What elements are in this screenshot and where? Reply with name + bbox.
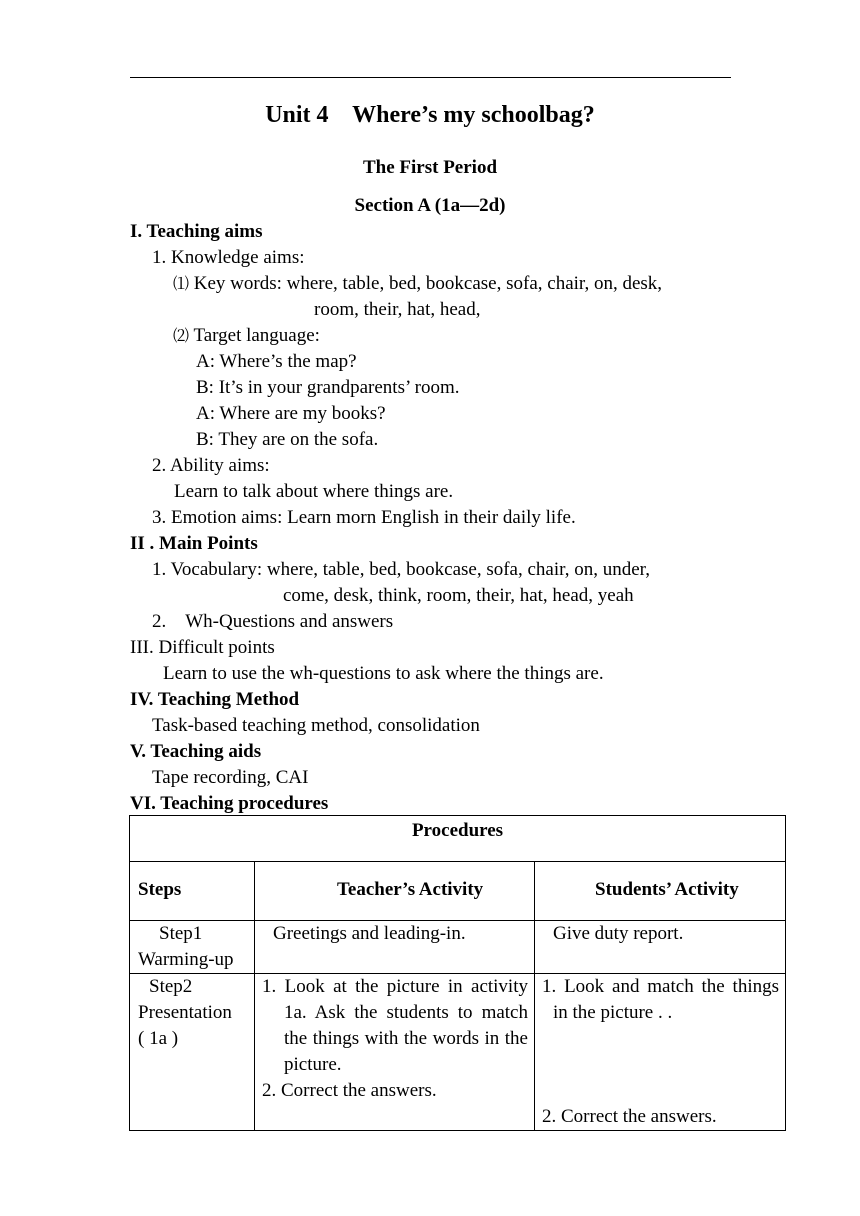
table-row	[130, 974, 786, 1131]
teaching-aids-text: Tape recording, CAI	[152, 767, 309, 788]
ability-aims-text: Learn to talk about where things are.	[174, 481, 454, 502]
step-cell	[130, 974, 255, 1131]
header-teacher-activity: Teacher’s Activity	[255, 862, 535, 921]
step-number: Step2	[149, 976, 193, 997]
teaching-aids-heading: V. Teaching aids	[130, 741, 262, 762]
step-cell	[130, 921, 255, 974]
target-language-label: Target language:	[193, 325, 320, 346]
teaching-procedures-heading: VI. Teaching procedures	[130, 793, 329, 814]
teacher-activity-item: 2. Correct the answers.	[262, 1080, 437, 1101]
student-activity-item: 1. Look and match the things in the picture . .	[542, 976, 780, 1023]
dialog-line: B: It’s in your grandparents’ room.	[196, 377, 460, 398]
dialog-line: A: Where’s the map?	[196, 351, 357, 372]
student-activity-cell: Give duty report.	[535, 921, 786, 974]
target-language-line	[173, 323, 320, 350]
ability-aims-label: 2. Ability aims:	[152, 455, 270, 476]
student-activity-cell	[535, 974, 786, 1131]
table-row	[130, 921, 786, 974]
step-activity-ref: ( 1a )	[138, 1028, 179, 1049]
step-number: Step1	[159, 923, 203, 944]
dialog-line: B: They are on the sofa.	[196, 429, 379, 450]
teaching-aims-heading: I. Teaching aims	[130, 221, 263, 242]
emotion-aims: 3. Emotion aims: Learn morn English in their daily life.	[152, 507, 576, 528]
key-words-number: ⑴	[173, 276, 190, 293]
teacher-activity-item: 1. Look at the picture in activity 1a. Ask the students to match the things with the words in the picture.	[262, 976, 528, 1075]
step-name: Presentation	[138, 1002, 232, 1023]
difficult-points-text: Learn to use the wh-questions to ask where the things are.	[163, 663, 604, 684]
student-activity-item: 2. Correct the answers.	[542, 1106, 717, 1127]
section-heading: Section A (1a—2d)	[354, 195, 506, 216]
header-students-activity: Students’ Activity	[535, 862, 786, 921]
header-rule	[130, 77, 731, 78]
vocabulary-continuation: come, desk, think, room, their, hat, head, yeah	[283, 585, 634, 606]
teacher-activity-cell	[255, 974, 535, 1131]
key-words-continuation: room, their, hat, head,	[314, 299, 481, 320]
table-header-row	[130, 862, 786, 921]
wh-questions-text: Wh-Questions and answers	[185, 611, 394, 632]
step-name: Warming-up	[138, 949, 234, 970]
difficult-points-heading: III. Difficult points	[130, 637, 275, 658]
target-language-number: ⑵	[173, 328, 190, 345]
period-heading: The First Period	[362, 157, 498, 178]
teacher-activity-cell: Greetings and leading-in.	[255, 921, 535, 974]
main-points-heading: II . Main Points	[130, 533, 258, 554]
table-title-row	[130, 816, 786, 862]
wh-questions-number: 2.	[152, 611, 167, 632]
header-steps: Steps	[130, 862, 255, 921]
dialog-line: A: Where are my books?	[196, 403, 386, 424]
teaching-method-text: Task-based teaching method, consolidation	[152, 715, 480, 736]
wh-questions-line	[152, 609, 393, 635]
knowledge-aims-label: 1. Knowledge aims:	[152, 247, 305, 268]
table-title: Procedures	[130, 816, 786, 862]
key-words-text: Key words: where, table, bed, bookcase, sofa, chair, on, desk,	[193, 273, 663, 294]
page-title: Unit 4 Where’s my schoolbag?	[265, 102, 595, 128]
procedures-table	[129, 815, 786, 1131]
vocabulary-line: 1. Vocabulary: where, table, bed, bookcase, sofa, chair, on, under,	[152, 559, 650, 580]
teaching-method-heading: IV. Teaching Method	[130, 689, 300, 710]
key-words-line	[173, 271, 662, 298]
